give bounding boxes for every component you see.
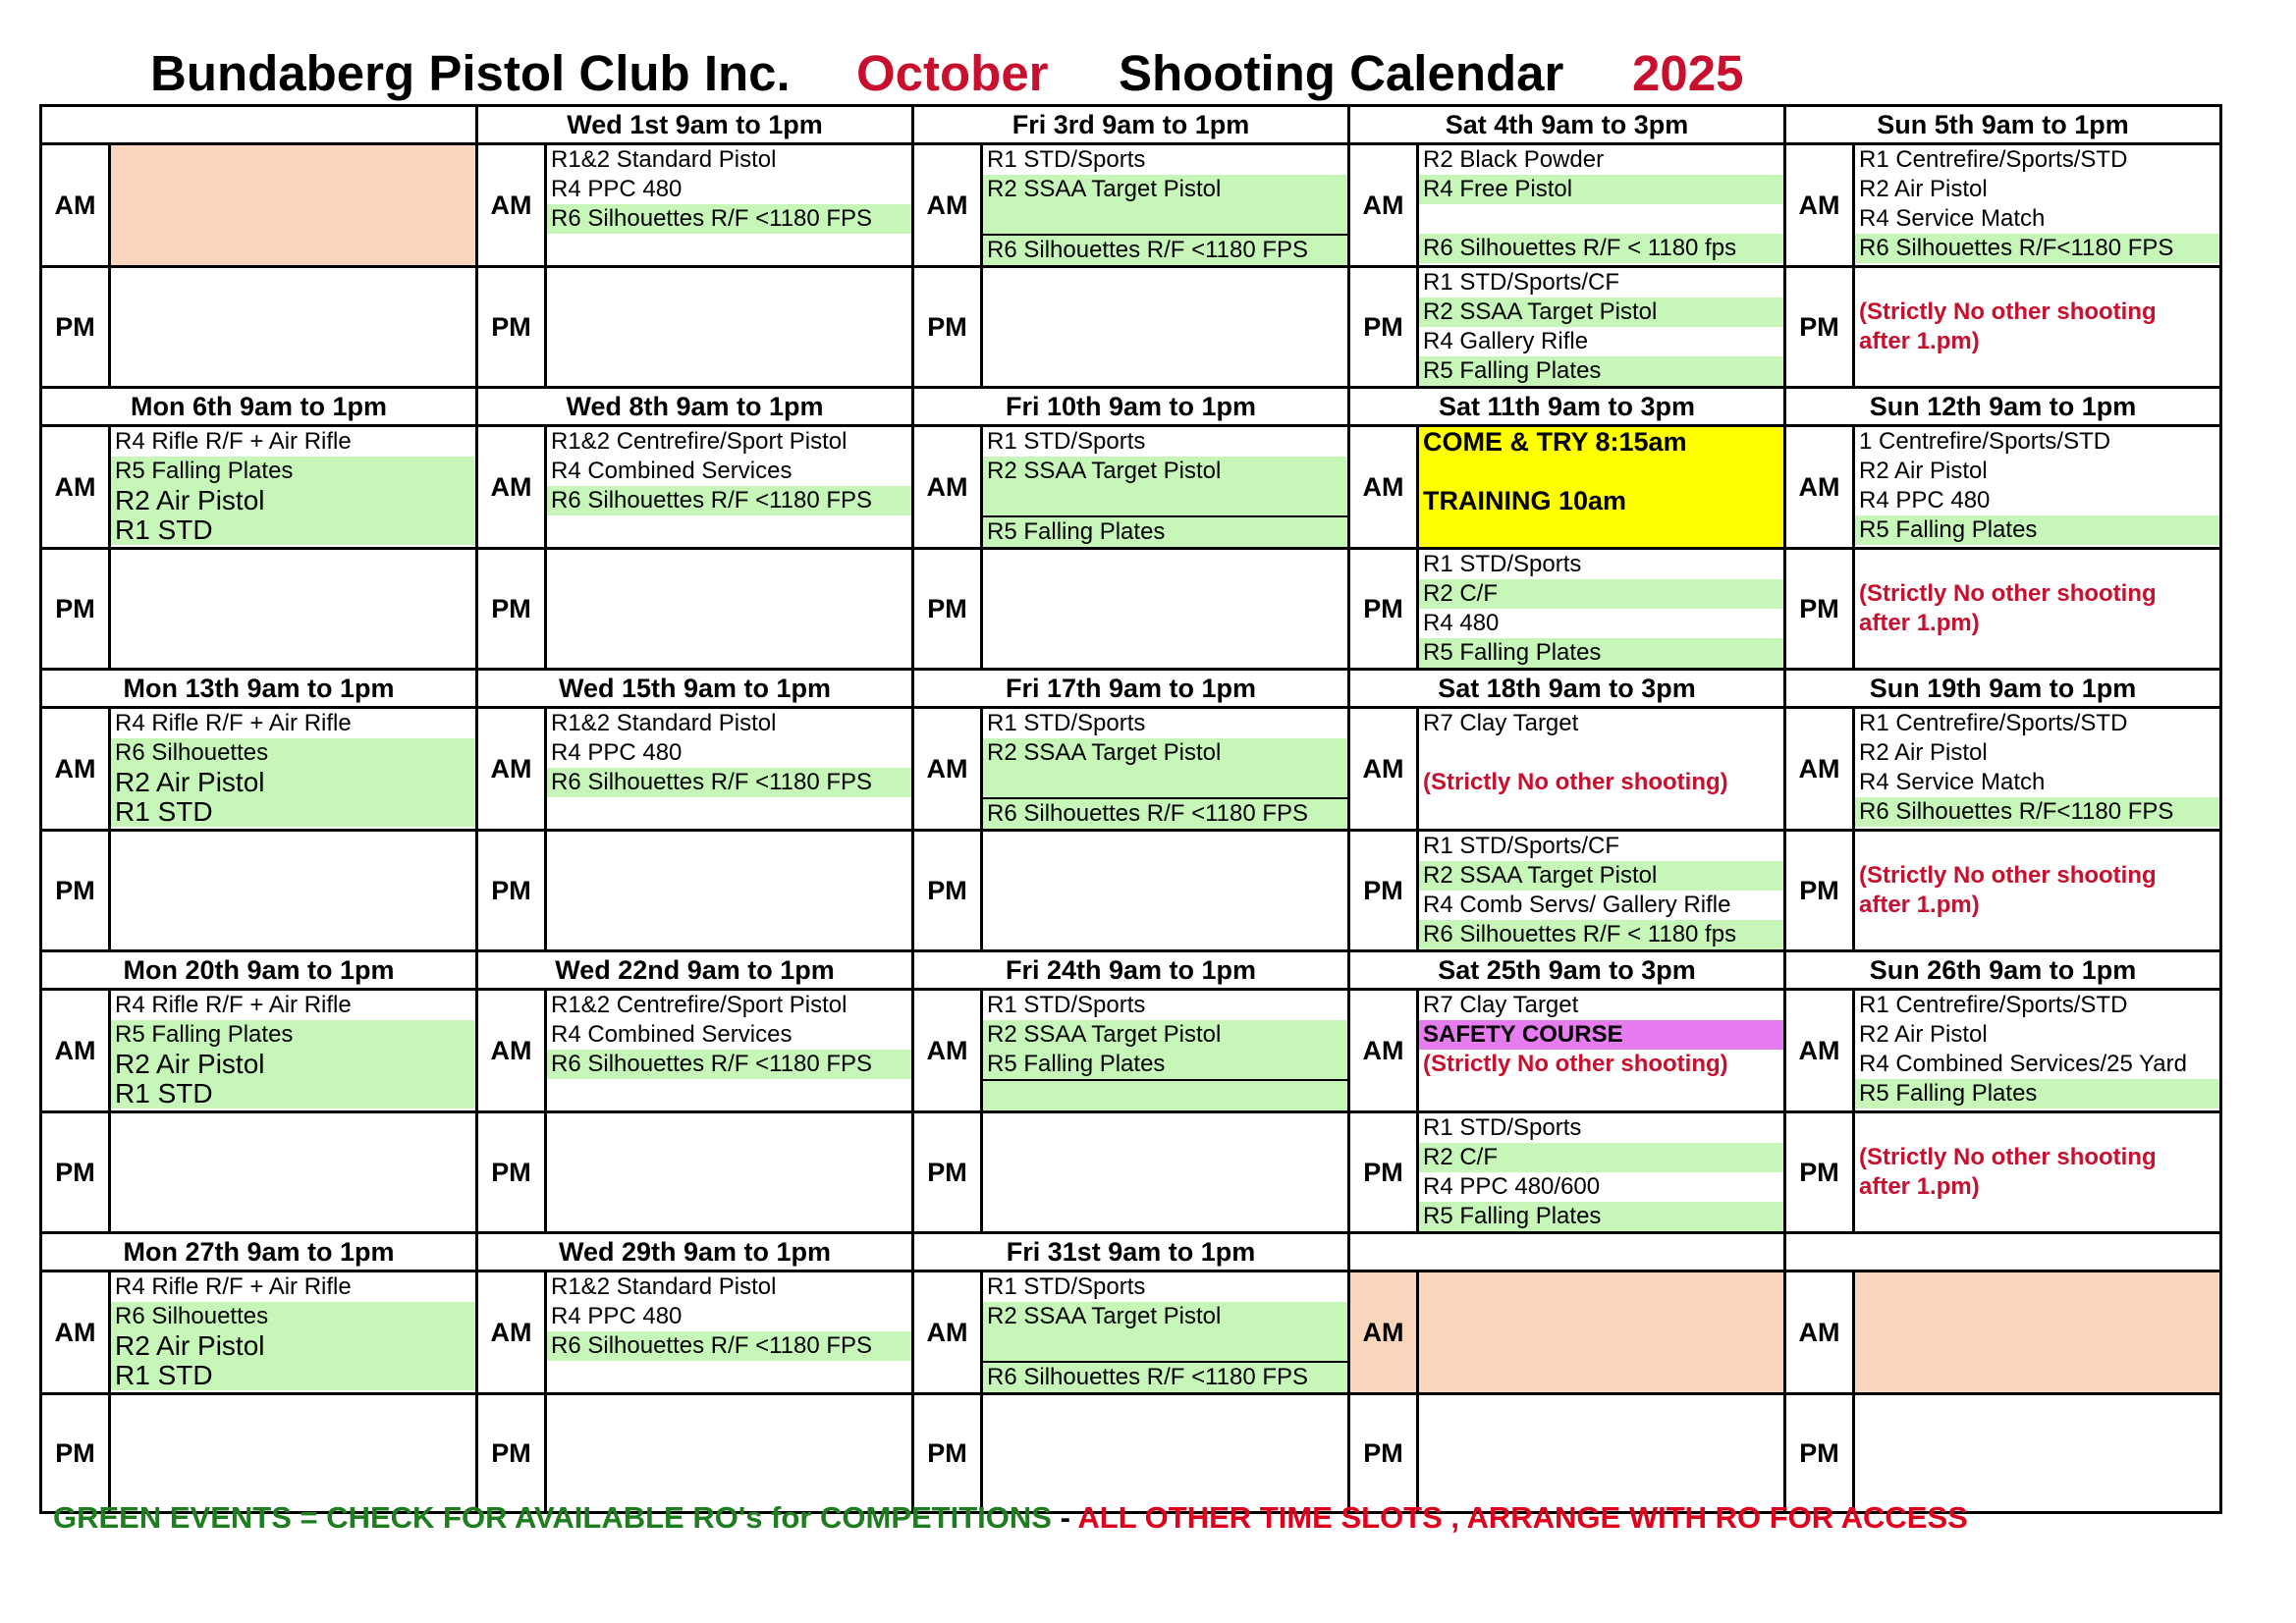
day-header: Sat 18th 9am to 3pm [1349,670,1785,708]
am-label: AM [477,1271,546,1394]
pm-events-cell [1854,831,2221,951]
event-line: R1&2 Standard Pistol [551,710,777,736]
event-line: SAFETY COURSE [1419,1020,1783,1050]
day-header [1349,1233,1785,1271]
am-label: AM [1349,426,1418,549]
event-line: after 1.pm) [1859,328,1980,354]
pm-label: PM [477,1394,546,1513]
am-row [41,990,2221,1112]
day-header: Sun 5th 9am to 1pm [1785,106,2221,144]
event-line: R4 Free Pistol [1419,175,1783,204]
pm-row [41,549,2221,670]
event-spacer [983,1081,1347,1110]
pm-label: PM [1785,831,1854,951]
event-line: R2 SSAA Target Pistol [983,1302,1347,1331]
pm-label: PM [1785,1112,1854,1233]
pm-label: PM [1785,267,1854,388]
am-label: AM [41,426,110,549]
am-events-cell [110,426,477,549]
pm-events-cell [546,1394,913,1513]
am-label: AM [477,990,546,1112]
pm-events-cell [1418,831,1785,951]
day-header: Fri 3rd 9am to 1pm [913,106,1349,144]
event-line: R6 Silhouettes [111,1302,475,1331]
event-line: R6 Silhouettes R/F <1180 FPS [547,768,911,797]
am-events-cell [1418,708,1785,831]
event-line: R4 Rifle R/F + Air Rifle [115,1273,352,1300]
am-row [41,426,2221,549]
day-header: Fri 10th 9am to 1pm [913,388,1349,426]
event-line: R2 Air Pistol [111,1331,475,1361]
pm-row [41,267,2221,388]
am-label: AM [1785,1271,1854,1394]
event-line: R6 Silhouettes R/F < 1180 fps [1419,920,1783,949]
pm-label: PM [1349,1112,1418,1233]
am-events-cell [1418,144,1785,267]
year: 2025 [1632,45,1744,101]
am-events-cell [546,708,913,831]
event-line: R4 Combined Services/25 Yard [1859,1051,2187,1077]
event-spacer [1855,550,2219,579]
pm-label: PM [41,549,110,670]
event-spacer [1419,457,1783,486]
am-label: AM [1785,426,1854,549]
day-header: Sat 4th 9am to 3pm [1349,106,1785,144]
pm-events-cell [1854,267,2221,388]
event-line: after 1.pm) [1859,892,1980,918]
calendar-table [39,104,2222,1514]
event-line: after 1.pm) [1859,610,1980,636]
event-line: R1 STD/Sports [987,992,1146,1018]
week-header-row [41,106,2221,144]
pm-label: PM [41,267,110,388]
event-line: (Strictly No other shooting [1859,862,2157,889]
event-line: R1 Centrefire/Sports/STD [1859,710,2128,736]
event-line: R4 Rifle R/F + Air Rifle [115,710,352,736]
am-label: AM [913,144,982,267]
am-label: AM [41,144,110,267]
event-line: R4 PPC 480 [551,1303,683,1329]
event-line: R1 Centrefire/Sports/STD [1859,992,2128,1018]
event-line: R1 STD/Sports [1423,551,1582,577]
event-line: R2 SSAA Target Pistol [1419,298,1783,327]
event-line: (Strictly No other shooting [1859,298,2157,325]
am-events-cell [982,1271,1349,1394]
am-label: AM [1349,990,1418,1112]
am-label: AM [1785,144,1854,267]
pm-label: PM [41,831,110,951]
am-label: AM [913,708,982,831]
event-line: R7 Clay Target [1423,992,1579,1018]
event-line: R1&2 Standard Pistol [551,1273,777,1300]
pm-events-cell [1418,549,1785,670]
event-spacer [983,204,1347,236]
pm-row [41,1394,2221,1513]
day-header: Mon 27th 9am to 1pm [41,1233,477,1271]
event-line: R5 Falling Plates [111,457,475,486]
event-spacer [1855,1113,2219,1143]
event-line: R4 Rifle R/F + Air Rifle [115,428,352,455]
pm-label: PM [1785,549,1854,670]
event-line: R5 Falling Plates [983,517,1347,547]
pm-events-cell [982,267,1349,388]
event-line: R1 Centrefire/Sports/STD [1859,146,2128,173]
pm-events-cell [110,1112,477,1233]
event-line: (Strictly No other shooting [1859,1144,2157,1170]
event-line: R6 Silhouettes R/F<1180 FPS [1855,797,2219,827]
event-line: R5 Falling Plates [1419,356,1783,386]
am-row [41,1271,2221,1394]
event-line: R2 Air Pistol [1859,176,1988,202]
event-spacer [547,797,911,827]
event-line: (Strictly No other shooting) [1423,1051,1728,1077]
event-spacer [983,486,1347,517]
pm-label: PM [1349,1394,1418,1513]
pm-events-cell [982,549,1349,670]
am-events-cell [1418,1271,1785,1394]
event-spacer [1419,204,1783,234]
am-label: AM [1785,990,1854,1112]
am-events-cell [546,990,913,1112]
week-header-row [41,670,2221,708]
am-events-cell [1418,990,1785,1112]
am-label: AM [41,1271,110,1394]
day-header: Fri 24th 9am to 1pm [913,951,1349,990]
am-label: AM [1349,708,1418,831]
event-line: R4 Service Match [1859,769,2046,795]
event-spacer [1855,638,2219,668]
day-header: Sun 19th 9am to 1pm [1785,670,2221,708]
event-line: R5 Falling Plates [983,1050,1347,1081]
event-line: R1&2 Centrefire/Sport Pistol [551,428,847,455]
pm-label: PM [477,549,546,670]
event-line: R6 Silhouettes [111,738,475,768]
event-spacer [1855,832,2219,861]
event-line: R5 Falling Plates [1419,1202,1783,1231]
day-header: Mon 20th 9am to 1pm [41,951,477,990]
am-events-cell [1854,426,2221,549]
pm-events-cell [1854,1394,2221,1513]
day-header: Wed 22nd 9am to 1pm [477,951,913,990]
am-events-cell [1854,1271,2221,1394]
event-line: R6 Silhouettes R/F <1180 FPS [547,204,911,234]
event-line: R1 STD [111,515,475,545]
event-line: (Strictly No other shooting [1859,580,2157,607]
day-header: Wed 8th 9am to 1pm [477,388,913,426]
event-line: R1 STD/Sports/CF [1423,269,1620,296]
pm-events-cell [546,267,913,388]
event-spacer [547,1361,911,1390]
am-row [41,144,2221,267]
pm-events-cell [110,831,477,951]
calendar-title [0,39,2296,108]
am-events-cell [546,426,913,549]
am-label: AM [477,144,546,267]
event-line: R6 Silhouettes R/F <1180 FPS [983,799,1347,829]
event-line: R2 SSAA Target Pistol [983,457,1347,486]
event-spacer [1419,797,1783,827]
event-line: R4 480 [1423,610,1500,636]
event-line: 1 Centrefire/Sports/STD [1859,428,2111,455]
footer-green-note: GREEN EVENTS = CHECK FOR AVAILABLE RO's for COMPETITIONS [53,1500,1052,1535]
month-name: October [856,45,1049,101]
pm-label: PM [1349,831,1418,951]
am-events-cell [110,990,477,1112]
pm-events-cell [110,549,477,670]
event-line: after 1.pm) [1859,1173,1980,1200]
pm-label: PM [41,1394,110,1513]
week-header-row [41,388,2221,426]
pm-events-cell [1854,1112,2221,1233]
pm-events-cell [1418,1394,1785,1513]
event-line: R5 Falling Plates [1855,1079,2219,1109]
pm-events-cell [1418,1112,1785,1233]
day-header: Fri 17th 9am to 1pm [913,670,1349,708]
am-events-cell [1854,990,2221,1112]
event-line: R6 Silhouettes R/F <1180 FPS [983,236,1347,265]
pm-events-cell [1854,549,2221,670]
event-line: R2 Air Pistol [1859,1021,1988,1048]
event-line: R4 Gallery Rifle [1423,328,1589,354]
event-spacer [1419,738,1783,768]
event-line: R7 Clay Target [1423,710,1579,736]
event-line: R2 Air Pistol [1859,739,1988,766]
pm-label: PM [1349,549,1418,670]
am-events-cell [982,144,1349,267]
pm-events-cell [982,1394,1349,1513]
event-line: R2 SSAA Target Pistol [983,1020,1347,1050]
event-spacer [983,768,1347,799]
pm-events-cell [546,1112,913,1233]
event-line: TRAINING 10am [1423,486,1627,515]
day-header [1785,1233,2221,1271]
event-line: R6 Silhouettes R/F<1180 FPS [1855,234,2219,263]
day-header: Mon 13th 9am to 1pm [41,670,477,708]
pm-label: PM [41,1112,110,1233]
am-label: AM [913,990,982,1112]
event-line: R2 Air Pistol [111,486,475,515]
am-events-cell [1854,144,2221,267]
event-line: R1 STD [111,797,475,827]
event-spacer [1855,356,2219,386]
event-line: R4 Rifle R/F + Air Rifle [115,992,352,1018]
event-line: R1 STD [111,1079,475,1109]
event-spacer [983,1331,1347,1363]
day-header: Sun 12th 9am to 1pm [1785,388,2221,426]
pm-row [41,1112,2221,1233]
am-events-cell [982,426,1349,549]
event-line: R1 STD/Sports [987,1273,1146,1300]
event-line: R4 Combined Services [551,1021,793,1048]
event-line: R6 Silhouettes R/F <1180 FPS [547,1331,911,1361]
event-line: R4 Comb Servs/ Gallery Rifle [1423,892,1731,918]
event-line: R4 PPC 480 [1859,487,1991,514]
event-line: COME & TRY 8:15am [1423,427,1687,457]
am-events-cell [110,144,477,267]
pm-events-cell [546,549,913,670]
pm-events-cell [110,267,477,388]
pm-row [41,831,2221,951]
am-label: AM [1349,1271,1418,1394]
day-header: Sat 25th 9am to 3pm [1349,951,1785,990]
event-line: R1&2 Standard Pistol [551,146,777,173]
event-line: R6 Silhouettes R/F <1180 FPS [547,486,911,515]
event-line: R2 Black Powder [1423,146,1605,173]
pm-label: PM [913,831,982,951]
day-header: Mon 6th 9am to 1pm [41,388,477,426]
event-line: R2 Air Pistol [1859,458,1988,484]
day-header: Wed 1st 9am to 1pm [477,106,913,144]
club-name: Bundaberg Pistol Club Inc. [150,45,791,101]
event-line: R2 SSAA Target Pistol [983,175,1347,204]
event-line: R2 Air Pistol [111,1050,475,1079]
event-line: R1 STD [111,1361,475,1390]
event-line: R2 SSAA Target Pistol [983,738,1347,768]
event-line: R4 PPC 480 [551,739,683,766]
am-events-cell [110,708,477,831]
am-label: AM [1349,144,1418,267]
event-spacer [547,1079,911,1109]
am-row [41,708,2221,831]
pm-events-cell [110,1394,477,1513]
pm-events-cell [982,1112,1349,1233]
am-label: AM [477,708,546,831]
am-label: AM [41,990,110,1112]
am-events-cell [1418,426,1785,549]
pm-events-cell [546,831,913,951]
day-header: Fri 31st 9am to 1pm [913,1233,1349,1271]
event-spacer [1419,515,1783,545]
pm-label: PM [913,1112,982,1233]
event-line: R5 Falling Plates [1419,638,1783,668]
am-label: AM [1785,708,1854,831]
event-line: R2 SSAA Target Pistol [1419,861,1783,891]
am-label: AM [477,426,546,549]
event-line: R4 Service Match [1859,205,2046,232]
event-spacer [1855,1202,2219,1231]
event-line: R1 STD/Sports [987,710,1146,736]
am-events-cell [1854,708,2221,831]
am-label: AM [913,1271,982,1394]
am-events-cell [982,708,1349,831]
event-line: (Strictly No other shooting) [1423,769,1728,795]
event-line: R4 PPC 480/600 [1423,1173,1601,1200]
event-line: R4 PPC 480 [551,176,683,202]
event-line: R2 C/F [1419,579,1783,609]
pm-events-cell [982,831,1349,951]
pm-label: PM [477,1112,546,1233]
day-header [41,106,477,144]
pm-label: PM [477,831,546,951]
footer-red-note: ALL OTHER TIME SLOTS , ARRANGE WITH RO FOR ACCESS [1077,1500,1968,1535]
event-spacer [547,234,911,263]
event-line: R1 STD/Sports [987,146,1146,173]
pm-events-cell [1418,267,1785,388]
event-spacer [1855,268,2219,298]
day-header: Wed 29th 9am to 1pm [477,1233,913,1271]
am-events-cell [546,1271,913,1394]
am-events-cell [982,990,1349,1112]
footer-note [53,1500,1968,1536]
event-line: R6 Silhouettes R/F <1180 FPS [983,1363,1347,1392]
week-header-row [41,951,2221,990]
am-events-cell [110,1271,477,1394]
event-line: R1 STD/Sports [1423,1114,1582,1141]
event-line: R6 Silhouettes R/F < 1180 fps [1419,234,1783,263]
pm-label: PM [1349,267,1418,388]
event-spacer [1855,920,2219,949]
pm-label: PM [913,549,982,670]
calendar-name: Shooting Calendar [1119,45,1564,101]
event-line: R1&2 Centrefire/Sport Pistol [551,992,847,1018]
am-events-cell [546,144,913,267]
footer-separator: - [1051,1500,1078,1535]
pm-label: PM [913,1394,982,1513]
day-header: Sat 11th 9am to 3pm [1349,388,1785,426]
pm-label: PM [477,267,546,388]
pm-label: PM [913,267,982,388]
day-header: Sun 26th 9am to 1pm [1785,951,2221,990]
event-line: R5 Falling Plates [1855,515,2219,545]
pm-label: PM [1785,1394,1854,1513]
event-spacer [547,515,911,545]
event-line: R4 Combined Services [551,458,793,484]
event-line: R2 Air Pistol [111,768,475,797]
event-spacer [1419,1079,1783,1109]
event-line: R5 Falling Plates [111,1020,475,1050]
am-label: AM [913,426,982,549]
event-line: R6 Silhouettes R/F <1180 FPS [547,1050,911,1079]
day-header: Wed 15th 9am to 1pm [477,670,913,708]
event-line: R1 STD/Sports/CF [1423,833,1620,859]
event-line: R1 STD/Sports [987,428,1146,455]
week-header-row [41,1233,2221,1271]
am-label: AM [41,708,110,831]
event-line: R2 C/F [1419,1143,1783,1172]
